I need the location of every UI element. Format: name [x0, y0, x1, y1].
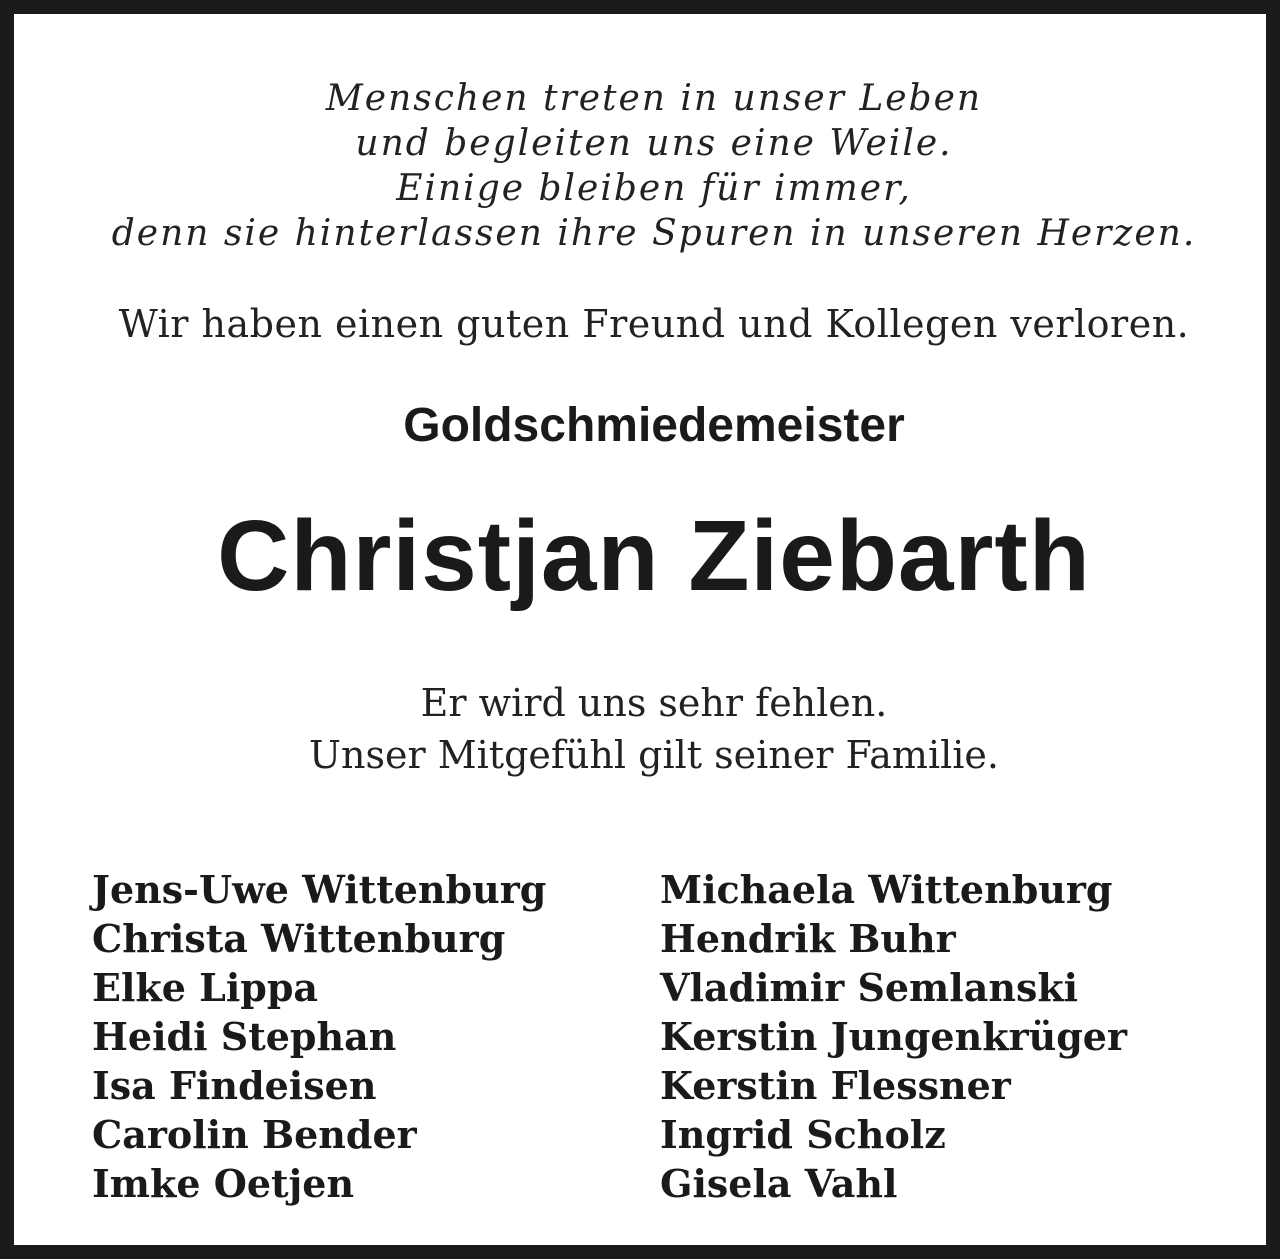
signer-name: Ingrid Scholz [660, 1112, 946, 1157]
signer-name: Michaela Wittenburg [660, 867, 1113, 912]
poem-line: Menschen treten in unser Leben [325, 78, 983, 119]
signer-name: Carolin Bender [92, 1112, 417, 1157]
signer-name: Gisela Vahl [660, 1161, 898, 1206]
signer-name: Christa Wittenburg [92, 916, 506, 961]
memorial-poem [14, 76, 1280, 256]
signer-name: Kerstin Jungenkrüger [660, 1014, 1127, 1059]
closing-line: Unser Mitgefühl gilt seiner Familie. [309, 733, 999, 777]
signer-name: Heidi Stephan [92, 1014, 397, 1059]
signer-name: Isa Findeisen [92, 1063, 377, 1108]
closing-text [14, 677, 1280, 781]
signer-name: Vladimir Semlanski [660, 965, 1079, 1010]
deceased-name: Christjan Ziebarth [217, 500, 1091, 612]
intro-text: Wir haben einen guten Freund und Kollegen verloren. [118, 302, 1190, 346]
signers-left-column [92, 865, 546, 1208]
signers-right-column [660, 865, 1127, 1208]
signer-name: Kerstin Flessner [660, 1063, 1011, 1108]
deceased-title: Goldschmiedemeister [403, 399, 905, 452]
closing-line: Er wird uns sehr fehlen. [420, 681, 888, 725]
signer-name: Jens-Uwe Wittenburg [92, 867, 547, 912]
poem-line: und begleiten uns eine Weile. [355, 123, 953, 164]
poem-line: denn sie hinterlassen ihre Spuren in unseren Herzen. [111, 213, 1197, 254]
signer-name: Elke Lippa [92, 965, 319, 1010]
signer-name: Hendrik Buhr [660, 916, 956, 961]
signer-name: Imke Oetjen [92, 1161, 355, 1206]
poem-line: Einige bleiben für immer, [396, 168, 912, 209]
